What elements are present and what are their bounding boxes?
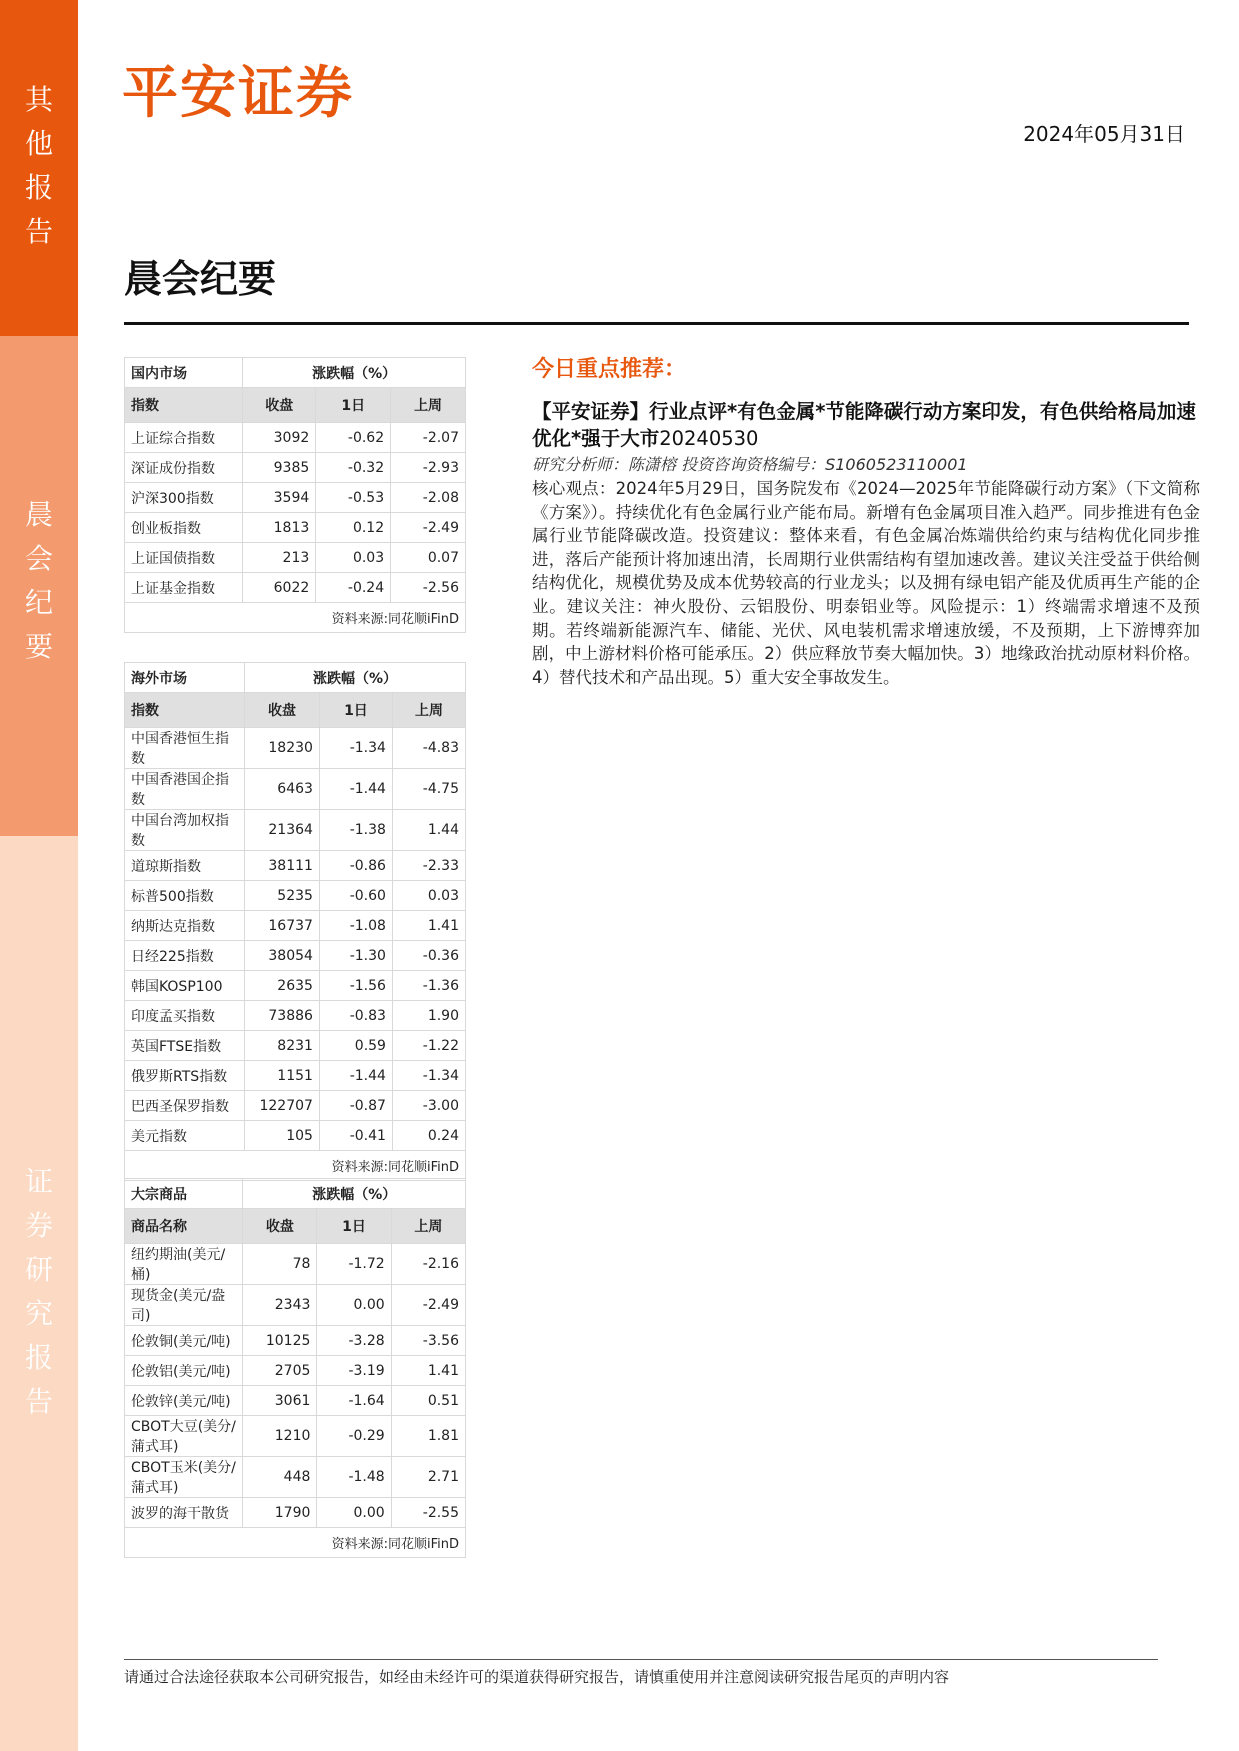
row-name: 印度孟买指数 bbox=[125, 1001, 245, 1031]
row-close: 38054 bbox=[245, 941, 320, 971]
row-name: 纽约期油(美元/桶) bbox=[125, 1244, 243, 1285]
row-1d: -1.64 bbox=[317, 1386, 391, 1416]
row-week: 1.90 bbox=[392, 1001, 465, 1031]
table-row bbox=[125, 483, 466, 513]
row-name: 日经225指数 bbox=[125, 941, 245, 971]
col-close: 收盘 bbox=[243, 1209, 317, 1244]
table-row bbox=[125, 1091, 466, 1121]
change-label: 涨跌幅（%） bbox=[245, 663, 466, 693]
domestic-market-table bbox=[124, 357, 466, 633]
change-label: 涨跌幅（%） bbox=[243, 358, 466, 388]
table-row bbox=[125, 513, 466, 543]
table-row bbox=[125, 769, 466, 810]
row-week: -4.75 bbox=[392, 769, 465, 810]
row-name: 中国香港恒生指数 bbox=[125, 728, 245, 769]
change-label: 涨跌幅（%） bbox=[243, 1179, 466, 1209]
row-1d: -0.87 bbox=[319, 1091, 392, 1121]
recommend-heading: 今日重点推荐： bbox=[532, 357, 687, 382]
table-source bbox=[125, 1528, 466, 1558]
row-close: 18230 bbox=[245, 728, 320, 769]
row-close: 38111 bbox=[245, 851, 320, 881]
row-1d: -0.24 bbox=[316, 573, 391, 603]
row-close: 213 bbox=[243, 543, 316, 573]
row-week: -0.36 bbox=[392, 941, 465, 971]
table-row bbox=[125, 941, 466, 971]
row-1d: -1.34 bbox=[319, 728, 392, 769]
table-group-header bbox=[125, 1179, 466, 1209]
overseas-market-table bbox=[124, 662, 466, 1181]
row-1d: -0.41 bbox=[319, 1121, 392, 1151]
row-1d: 0.12 bbox=[316, 513, 391, 543]
row-1d: -0.32 bbox=[316, 453, 391, 483]
row-week: -1.22 bbox=[392, 1031, 465, 1061]
table-row bbox=[125, 1457, 466, 1498]
row-1d: -0.86 bbox=[319, 851, 392, 881]
sidebar-label-morning-notes: 晨 会 纪 要 bbox=[24, 498, 53, 663]
row-name: 沪深300指数 bbox=[125, 483, 243, 513]
market-label: 大宗商品 bbox=[125, 1179, 243, 1209]
article-title bbox=[532, 398, 1200, 452]
market-label: 海外市场 bbox=[125, 663, 245, 693]
market-label: 国内市场 bbox=[125, 358, 243, 388]
table-row bbox=[125, 453, 466, 483]
report-date: 2024年05月31日 bbox=[1023, 122, 1185, 146]
table-row bbox=[125, 1244, 466, 1285]
row-week: -2.33 bbox=[392, 851, 465, 881]
table-column-header bbox=[125, 693, 466, 728]
col-close: 收盘 bbox=[245, 693, 320, 728]
row-1d: 0.03 bbox=[316, 543, 391, 573]
row-1d: -0.62 bbox=[316, 423, 391, 453]
table-row bbox=[125, 1001, 466, 1031]
row-name: 现货金(美元/盎司) bbox=[125, 1285, 243, 1326]
col-index: 指数 bbox=[125, 388, 243, 423]
row-close: 1813 bbox=[243, 513, 316, 543]
footer-divider bbox=[124, 1659, 1158, 1660]
table-row bbox=[125, 971, 466, 1001]
article-title-text: 【平安证券】行业点评*有色金属*节能降碳行动方案印发，有色供给格局加速优化*强于大市 bbox=[532, 400, 1196, 450]
row-close: 1790 bbox=[243, 1498, 317, 1528]
table-row bbox=[125, 1285, 466, 1326]
row-week: -2.56 bbox=[391, 573, 466, 603]
row-close: 8231 bbox=[245, 1031, 320, 1061]
row-week: 0.51 bbox=[391, 1386, 465, 1416]
page-title: 晨会纪要 bbox=[124, 257, 277, 301]
row-name: 美元指数 bbox=[125, 1121, 245, 1151]
col-week: 上周 bbox=[391, 388, 466, 423]
row-name: 上证综合指数 bbox=[125, 423, 243, 453]
row-1d: 0.00 bbox=[317, 1285, 391, 1326]
row-name: 伦敦锌(美元/吨) bbox=[125, 1386, 243, 1416]
row-week: -2.49 bbox=[391, 513, 466, 543]
row-close: 10125 bbox=[243, 1326, 317, 1356]
row-1d: -0.60 bbox=[319, 881, 392, 911]
source-note: 资料来源:同花顺iFinD bbox=[125, 603, 466, 633]
row-1d: -1.30 bbox=[319, 941, 392, 971]
row-name: 波罗的海干散货 bbox=[125, 1498, 243, 1528]
row-close: 3092 bbox=[243, 423, 316, 453]
table-row bbox=[125, 543, 466, 573]
row-close: 73886 bbox=[245, 1001, 320, 1031]
row-week: -2.07 bbox=[391, 423, 466, 453]
table-row bbox=[125, 881, 466, 911]
table-row bbox=[125, 1498, 466, 1528]
table-source bbox=[125, 1151, 466, 1181]
col-week: 上周 bbox=[391, 1209, 465, 1244]
row-name: 纳斯达克指数 bbox=[125, 911, 245, 941]
row-1d: -1.08 bbox=[319, 911, 392, 941]
row-week: -4.83 bbox=[392, 728, 465, 769]
col-close: 收盘 bbox=[243, 388, 316, 423]
header-divider bbox=[124, 322, 1189, 325]
row-close: 21364 bbox=[245, 810, 320, 851]
row-close: 448 bbox=[243, 1457, 317, 1498]
row-1d: -3.28 bbox=[317, 1326, 391, 1356]
row-name: CBOT大豆(美分/蒲式耳) bbox=[125, 1416, 243, 1457]
row-1d: -0.29 bbox=[317, 1416, 391, 1457]
col-week: 上周 bbox=[392, 693, 465, 728]
col-1d: 1日 bbox=[317, 1209, 391, 1244]
row-name: 俄罗斯RTS指数 bbox=[125, 1061, 245, 1091]
row-week: 0.07 bbox=[391, 543, 466, 573]
table-row bbox=[125, 1121, 466, 1151]
row-week: 1.41 bbox=[391, 1356, 465, 1386]
row-1d: -1.48 bbox=[317, 1457, 391, 1498]
table-group-header bbox=[125, 358, 466, 388]
row-week: 0.03 bbox=[392, 881, 465, 911]
row-week: -2.16 bbox=[391, 1244, 465, 1285]
company-logo: 平安证券 bbox=[122, 61, 354, 126]
row-close: 9385 bbox=[243, 453, 316, 483]
row-week: -1.36 bbox=[392, 971, 465, 1001]
source-note: 资料来源:同花顺iFinD bbox=[125, 1528, 466, 1558]
row-week: -2.49 bbox=[391, 1285, 465, 1326]
row-close: 1151 bbox=[245, 1061, 320, 1091]
table-row bbox=[125, 1356, 466, 1386]
row-name: 韩国KOSP100 bbox=[125, 971, 245, 1001]
source-note: 资料来源:同花顺iFinD bbox=[125, 1151, 466, 1181]
table-row bbox=[125, 1326, 466, 1356]
table-row bbox=[125, 810, 466, 851]
row-week: -3.56 bbox=[391, 1326, 465, 1356]
row-week: 1.44 bbox=[392, 810, 465, 851]
row-1d: -1.44 bbox=[319, 1061, 392, 1091]
row-1d: -1.38 bbox=[319, 810, 392, 851]
row-name: 伦敦铝(美元/吨) bbox=[125, 1356, 243, 1386]
table-column-header bbox=[125, 388, 466, 423]
row-close: 78 bbox=[243, 1244, 317, 1285]
col-index: 商品名称 bbox=[125, 1209, 243, 1244]
row-name: CBOT玉米(美分/蒲式耳) bbox=[125, 1457, 243, 1498]
row-week: 1.81 bbox=[391, 1416, 465, 1457]
row-name: 深证成份指数 bbox=[125, 453, 243, 483]
row-week: -2.08 bbox=[391, 483, 466, 513]
row-week: -1.34 bbox=[392, 1061, 465, 1091]
table-column-header bbox=[125, 1209, 466, 1244]
article-body: 核心观点：2024年5月29日，国务院发布《2024—2025年节能降碳行动方案》（下文简称《方案》）。持续优化有色金属行业产能布局。新增有色金属项目准入趋严。同步推进有色金属行业节能降碳改造。投资建议：整体来看，有色金属冶炼端供给约束与结构优化同步推进，落后产能预计将加速出清，长周期行业供需结构有望加速改善。建议关注受益于供给侧结构优化，规模优势及成本优势较高的行业龙头；以及拥有绿电铝产能及优质再生产能的企业。建议关注：神火股份、云铝股份、明泰铝业等。风险提示：1）终端需求增速不及预期。若终端新能源汽车、储能、光伏、风电装机需求增速放缓，不及预期，上下游博弈加剧，中上游材料价格可能承压。2）供应释放节奏大幅加快。3）地缘政治扰动原材料价格。4）替代技术和产品出现。5）重大安全事故发生。 bbox=[532, 479, 1200, 687]
col-1d: 1日 bbox=[319, 693, 392, 728]
row-close: 122707 bbox=[245, 1091, 320, 1121]
row-close: 6022 bbox=[243, 573, 316, 603]
row-name: 巴西圣保罗指数 bbox=[125, 1091, 245, 1121]
row-1d: 0.59 bbox=[319, 1031, 392, 1061]
row-close: 3594 bbox=[243, 483, 316, 513]
footer-disclaimer: 请通过合法途径获取本公司研究报告，如经由未经许可的渠道获得研究报告，请慎重使用并注意阅读研究报告尾页的声明内容 bbox=[124, 1668, 950, 1686]
row-1d: -1.56 bbox=[319, 971, 392, 1001]
row-close: 6463 bbox=[245, 769, 320, 810]
row-week: -2.93 bbox=[391, 453, 466, 483]
row-name: 创业板指数 bbox=[125, 513, 243, 543]
row-name: 伦敦铜(美元/吨) bbox=[125, 1326, 243, 1356]
table-source bbox=[125, 603, 466, 633]
row-1d: -1.72 bbox=[317, 1244, 391, 1285]
sidebar-label-report-type: 其 他 报 告 bbox=[24, 83, 53, 248]
row-close: 2705 bbox=[243, 1356, 317, 1386]
row-week: 0.24 bbox=[392, 1121, 465, 1151]
row-name: 上证国债指数 bbox=[125, 543, 243, 573]
row-1d: -3.19 bbox=[317, 1356, 391, 1386]
row-name: 英国FTSE指数 bbox=[125, 1031, 245, 1061]
row-close: 2343 bbox=[243, 1285, 317, 1326]
row-close: 16737 bbox=[245, 911, 320, 941]
table-row bbox=[125, 911, 466, 941]
row-close: 5235 bbox=[245, 881, 320, 911]
row-week: -2.55 bbox=[391, 1498, 465, 1528]
table-row bbox=[125, 1386, 466, 1416]
row-week: -3.00 bbox=[392, 1091, 465, 1121]
row-name: 道琼斯指数 bbox=[125, 851, 245, 881]
table-row bbox=[125, 728, 466, 769]
article-title-date: 20240530 bbox=[659, 427, 759, 450]
row-name: 标普500指数 bbox=[125, 881, 245, 911]
row-close: 105 bbox=[245, 1121, 320, 1151]
analyst-line: 研究分析师：陈潇榕 投资咨询资格编号：S1060523110001 bbox=[532, 455, 968, 474]
row-close: 2635 bbox=[245, 971, 320, 1001]
row-name: 中国香港国企指数 bbox=[125, 769, 245, 810]
table-row bbox=[125, 1061, 466, 1091]
row-1d: 0.00 bbox=[317, 1498, 391, 1528]
row-week: 1.41 bbox=[392, 911, 465, 941]
row-1d: -1.44 bbox=[319, 769, 392, 810]
commodity-table bbox=[124, 1178, 466, 1558]
table-row bbox=[125, 423, 466, 453]
col-index: 指数 bbox=[125, 693, 245, 728]
sidebar-label-research-report: 证 券 研 究 报 告 bbox=[24, 1165, 53, 1418]
table-group-header bbox=[125, 663, 466, 693]
table-row bbox=[125, 1031, 466, 1061]
row-name: 中国台湾加权指数 bbox=[125, 810, 245, 851]
table-row bbox=[125, 851, 466, 881]
row-close: 1210 bbox=[243, 1416, 317, 1457]
table-row bbox=[125, 573, 466, 603]
table-row bbox=[125, 1416, 466, 1457]
row-1d: -0.83 bbox=[319, 1001, 392, 1031]
row-week: 2.71 bbox=[391, 1457, 465, 1498]
row-name: 上证基金指数 bbox=[125, 573, 243, 603]
row-close: 3061 bbox=[243, 1386, 317, 1416]
col-1d: 1日 bbox=[316, 388, 391, 423]
row-1d: -0.53 bbox=[316, 483, 391, 513]
